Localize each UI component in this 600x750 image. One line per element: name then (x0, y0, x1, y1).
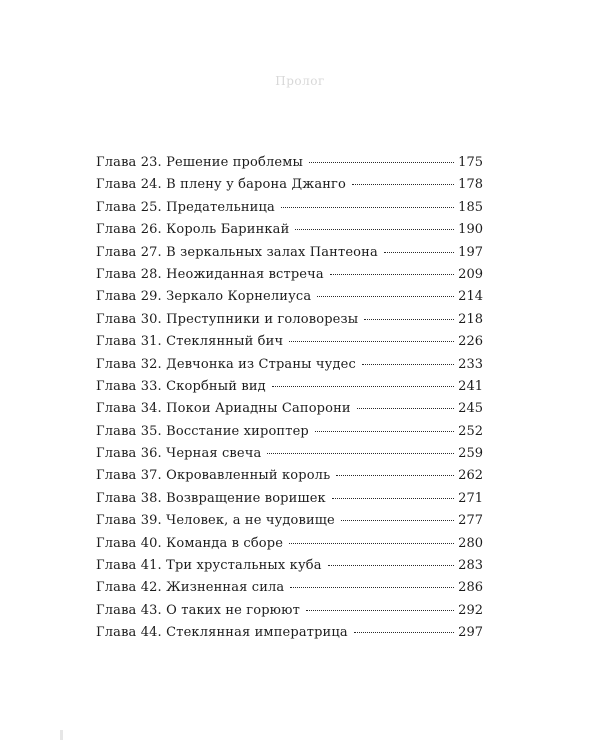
dot-leader (289, 543, 454, 544)
dot-leader (336, 475, 454, 476)
toc-chapter-title: Возвращение воришек (166, 490, 326, 506)
toc-chapter-title: Восстание хироптер (166, 423, 309, 439)
dot-leader (289, 341, 454, 342)
toc-entry (96, 264, 483, 286)
toc-chapter-label: Глава 43. (96, 602, 162, 618)
toc-page-number: 252 (458, 423, 483, 439)
toc-entry (96, 354, 483, 376)
toc-entry (96, 622, 483, 644)
dot-leader (384, 252, 454, 253)
dot-leader (332, 498, 454, 499)
toc-page-number: 286 (458, 580, 483, 596)
toc-entry-title (96, 354, 356, 376)
toc-entry (96, 577, 483, 599)
toc-chapter-title: В зеркальных залах Пантеона (166, 244, 378, 260)
toc-entry-title (96, 533, 283, 555)
toc-entry-title (96, 331, 283, 353)
toc-entry-title (96, 465, 330, 487)
scan-mark (60, 730, 63, 740)
toc-chapter-label: Глава 24. (96, 177, 162, 193)
toc-chapter-label: Глава 33. (96, 378, 162, 394)
toc-chapter-title: Девчонка из Страны чудес (166, 356, 356, 372)
toc-page-number: 241 (458, 378, 483, 394)
toc-entry-title (96, 286, 311, 308)
toc-chapter-label: Глава 29. (96, 289, 162, 305)
toc-chapter-label: Глава 28. (96, 266, 162, 282)
toc-entry (96, 533, 483, 555)
toc-chapter-title: В плену у барона Джанго (166, 177, 346, 193)
toc-page-number: 178 (458, 177, 483, 193)
dot-leader (357, 408, 454, 409)
toc-chapter-title: Черная свеча (166, 446, 262, 462)
toc-entry (96, 376, 483, 398)
toc-entry-title (96, 242, 378, 264)
toc-page-number: 190 (458, 222, 483, 238)
toc-page-number: 214 (458, 289, 483, 305)
toc-entry-title (96, 197, 275, 219)
toc-page-number: 226 (458, 334, 483, 350)
toc-page-number: 283 (458, 558, 483, 574)
toc-chapter-title: Решение проблемы (166, 155, 303, 170)
toc-entry-title (96, 488, 326, 510)
toc-chapter-label: Глава 30. (96, 311, 162, 327)
toc-entry-title (96, 622, 348, 644)
toc-chapter-title: Стеклянная императрица (166, 625, 348, 641)
toc-chapter-title: Зеркало Корнелиуса (166, 289, 312, 305)
toc-entry (96, 421, 483, 443)
toc-entry (96, 174, 483, 196)
toc-chapter-title: Три хрустальных куба (166, 558, 322, 574)
toc-entry-title (96, 510, 335, 532)
toc-entry-title (96, 443, 261, 465)
dot-leader (295, 229, 454, 230)
toc-chapter-title: Скорбный вид (166, 378, 266, 394)
dot-leader (330, 274, 454, 275)
dot-leader (315, 431, 454, 432)
toc-chapter-label: Глава 37. (96, 468, 162, 484)
toc-entry-title (96, 600, 300, 622)
dot-leader (341, 520, 454, 521)
toc-chapter-title: Человек, а не чудовище (166, 513, 335, 529)
toc-entry (96, 488, 483, 510)
toc-page-number: 233 (458, 356, 483, 372)
toc-entry-title (96, 219, 289, 241)
toc-chapter-label: Глава 25. (96, 199, 162, 215)
toc-page-number: 297 (458, 625, 483, 641)
dot-leader (364, 319, 454, 320)
toc-chapter-title: Жизненная сила (166, 580, 285, 596)
toc-entry (96, 510, 483, 532)
dot-leader (272, 386, 454, 387)
toc-chapter-title: Преступники и головорезы (166, 311, 359, 327)
toc-page-number: 292 (458, 602, 483, 618)
toc-entry (96, 219, 483, 241)
toc-page-number: 209 (458, 266, 483, 282)
toc-chapter-label: Глава 27. (96, 244, 162, 260)
toc-entry (96, 443, 483, 465)
toc-page-number: 185 (458, 199, 483, 215)
toc-entry (96, 152, 483, 174)
dot-leader (354, 632, 454, 633)
toc-chapter-label: Глава 34. (96, 401, 162, 417)
toc-chapter-title: Стеклянный бич (166, 334, 284, 350)
toc-page-number: 245 (458, 401, 483, 417)
toc-entry (96, 197, 483, 219)
running-head: Пролог (275, 74, 325, 88)
toc-page-number: 259 (458, 446, 483, 462)
dot-leader (352, 184, 454, 185)
toc-chapter-title: Покои Ариадны Сапорони (166, 401, 351, 417)
toc-entry-title (96, 174, 346, 196)
toc-page-number: 262 (458, 468, 483, 484)
toc-entry (96, 309, 483, 331)
toc-entry-title (96, 555, 322, 577)
toc-entry-title (96, 421, 309, 443)
dot-leader (281, 207, 454, 208)
toc-chapter-label: Глава 26. (96, 222, 162, 238)
toc-entry (96, 286, 483, 308)
toc-chapter-title: Команда в сборе (166, 535, 284, 551)
toc-entry (96, 398, 483, 420)
toc-chapter-title: Предательница (166, 199, 275, 215)
toc-chapter-label: Глава 32. (96, 356, 162, 372)
toc-page-number: 197 (458, 244, 483, 260)
dot-leader (306, 610, 454, 611)
toc-entry (96, 242, 483, 264)
toc-chapter-label: Глава 31. (96, 334, 162, 350)
toc-chapter-title: Окровавленный король (166, 468, 331, 484)
toc-entry (96, 555, 483, 577)
toc-chapter-label: Глава 23. (96, 155, 162, 170)
toc-chapter-label: Глава 44. (96, 625, 162, 641)
toc-page-number: 280 (458, 535, 483, 551)
toc-entry-title (96, 376, 266, 398)
toc-page-number: 218 (458, 311, 483, 327)
dot-leader (290, 587, 454, 588)
toc-entry-title (96, 398, 351, 420)
toc-entry-title (96, 309, 358, 331)
dot-leader (267, 453, 454, 454)
toc-entry (96, 465, 483, 487)
toc-entry (96, 600, 483, 622)
toc-page-number: 277 (458, 513, 483, 529)
dot-leader (362, 364, 454, 365)
toc-page-number: 271 (458, 490, 483, 506)
toc-chapter-label: Глава 35. (96, 423, 162, 439)
toc-entry-title (96, 577, 284, 599)
toc-chapter-title: Король Баринкай (166, 222, 290, 238)
dot-leader (328, 565, 455, 566)
toc-entry-title (96, 152, 303, 174)
toc-chapter-title: Неожиданная встреча (166, 266, 324, 282)
toc-entry (96, 331, 483, 353)
toc-entry-title (96, 264, 324, 286)
toc-chapter-title: О таких не горюют (166, 602, 300, 618)
toc-chapter-label: Глава 38. (96, 490, 162, 506)
toc-chapter-label: Глава 40. (96, 535, 162, 551)
toc-chapter-label: Глава 39. (96, 513, 162, 529)
table-of-contents (96, 152, 483, 645)
dot-leader (309, 162, 454, 163)
dot-leader (317, 296, 454, 297)
toc-chapter-label: Глава 36. (96, 446, 162, 462)
toc-page-number: 175 (458, 155, 483, 170)
toc-chapter-label: Глава 41. (96, 558, 162, 574)
toc-chapter-label: Глава 42. (96, 580, 162, 596)
